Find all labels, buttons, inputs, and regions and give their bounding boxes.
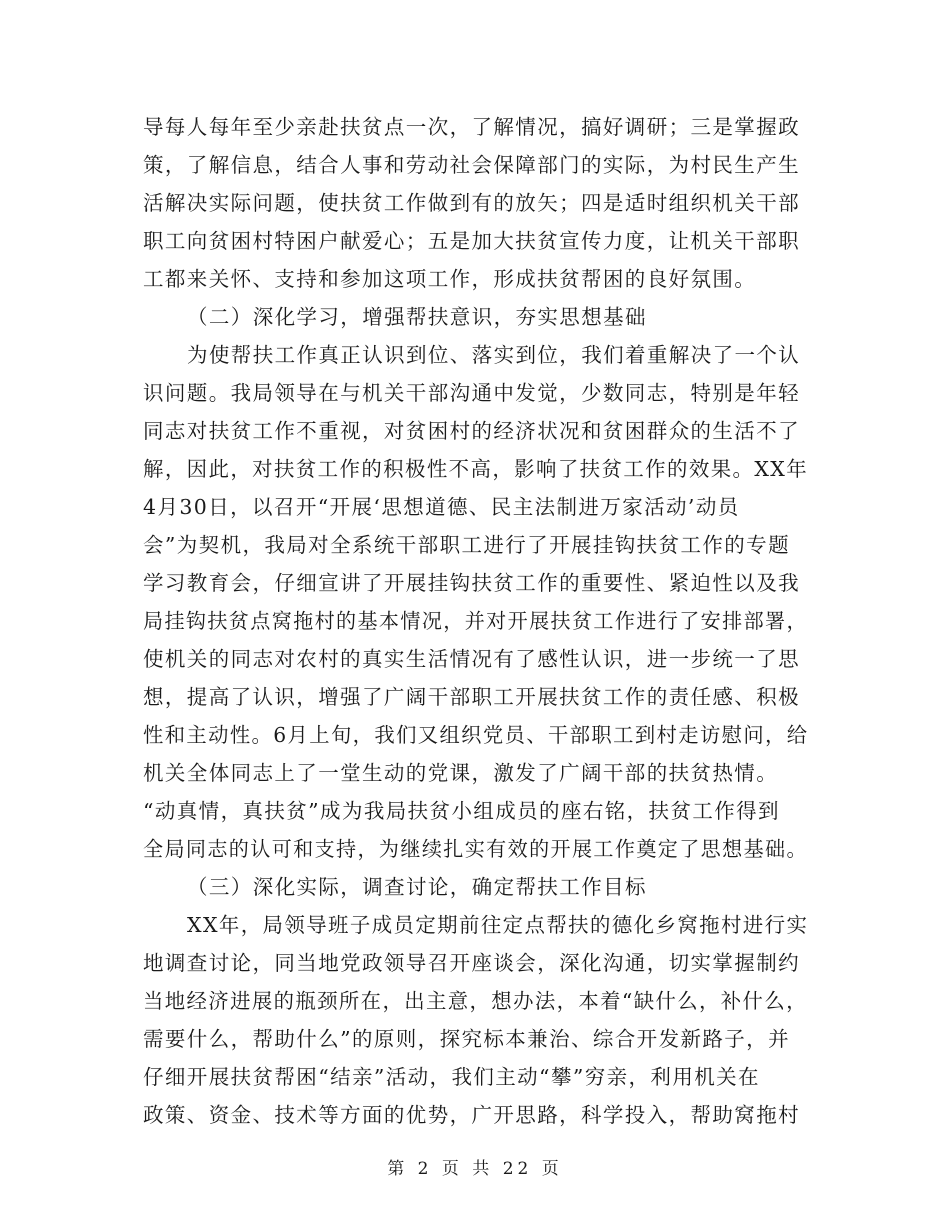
body-text-line: 解，因此，对扶贫工作的积极性不高，影响了扶贫工作的效果。XX年 [143, 457, 809, 481]
body-text-line: 导每人每年至少亲赴扶贫点一次，了解情况，搞好调研；三是掌握政 [143, 115, 800, 139]
body-text-line: 政策、资金、技术等方面的优势，广开思路，科学投入，帮助窝拖村 [143, 1103, 800, 1127]
body-text-line: 全局同志的认可和支持，为继续扎实有效的开展工作奠定了思想基础。 [143, 837, 808, 861]
body-text-line: 职工向贫困村特困户献爱心；五是加大扶贫宣传力度，让机关干部职 [143, 229, 800, 253]
section-heading: （二）深化学习，增强帮扶意识，夯实思想基础 [187, 305, 647, 329]
body-text-line: 识问题。我局领导在与机关干部沟通中发觉，少数同志，特别是年轻 [143, 381, 800, 405]
body-text-line: 策，了解信息，结合人事和劳动社会保障部门的实际，为村民生产生 [143, 153, 800, 177]
body-text-line: 同志对扶贫工作不重视，对贫困村的经济状况和贫困群众的生活不了 [143, 419, 800, 443]
body-text-line: 4月30日，以召开“开展‘思想道德、民主法制进万家活动’动员 [143, 495, 740, 519]
body-text-line: XX年，局领导班子成员定期前往定点帮扶的德化乡窝拖村进行实 [187, 913, 809, 937]
body-text-line: 局挂钩扶贫点窝拖村的基本情况，并对开展扶贫工作进行了安排部署， [143, 609, 808, 633]
body-text-line: 机关全体同志上了一堂生动的党课，激发了广阔干部的扶贫热情。 [143, 761, 779, 785]
page-footer: 第 2 页 共 22 页 [387, 1159, 563, 1179]
body-text-line: 仔细开展扶贫帮困“结亲”活动，我们主动“攀”穷亲，利用机关在 [143, 1065, 760, 1089]
body-text-line: 为使帮扶工作真正认识到位、落实到位，我们着重解决了一个认 [187, 343, 801, 367]
body-text-line: 当地经济进展的瓶颈所在，出主意，想办法，本着“缺什么，补什么， [143, 989, 808, 1013]
body-text-line: 工都来关怀、支持和参加这项工作，形成扶贫帮困的良好氛围。 [143, 267, 757, 291]
body-text-line: 学习教育会，仔细宣讲了开展挂钩扶贫工作的重要性、紧迫性以及我 [143, 571, 800, 595]
body-text-line: 性和主动性。6月上旬，我们又组织党员、干部职工到村走访慰问，给 [143, 723, 809, 747]
body-text-line: 活解决实际问题，使扶贫工作做到有的放矢；四是适时组织机关干部 [143, 191, 800, 215]
body-text-line: 会”为契机，我局对全系统干部职工进行了开展挂钩扶贫工作的专题 [143, 533, 790, 557]
body-text-line: 想，提高了认识，增强了广阔干部职工开展扶贫工作的责任感、积极 [143, 685, 800, 709]
body-text-line: 需要什么，帮助什么”的原则，探究标本兼治、综合开发新路子，并 [143, 1027, 790, 1051]
body-text-line: “动真情，真扶贫”成为我局扶贫小组成员的座右铭，扶贫工作得到 [143, 799, 780, 823]
body-text-line: 使机关的同志对农村的真实生活情况有了感性认识，进一步统一了思 [143, 647, 800, 671]
body-text-line: 地调查讨论，同当地党政领导召开座谈会，深化沟通，切实掌握制约 [143, 951, 800, 975]
section-heading: （三）深化实际，调查讨论，确定帮扶工作目标 [187, 875, 647, 899]
